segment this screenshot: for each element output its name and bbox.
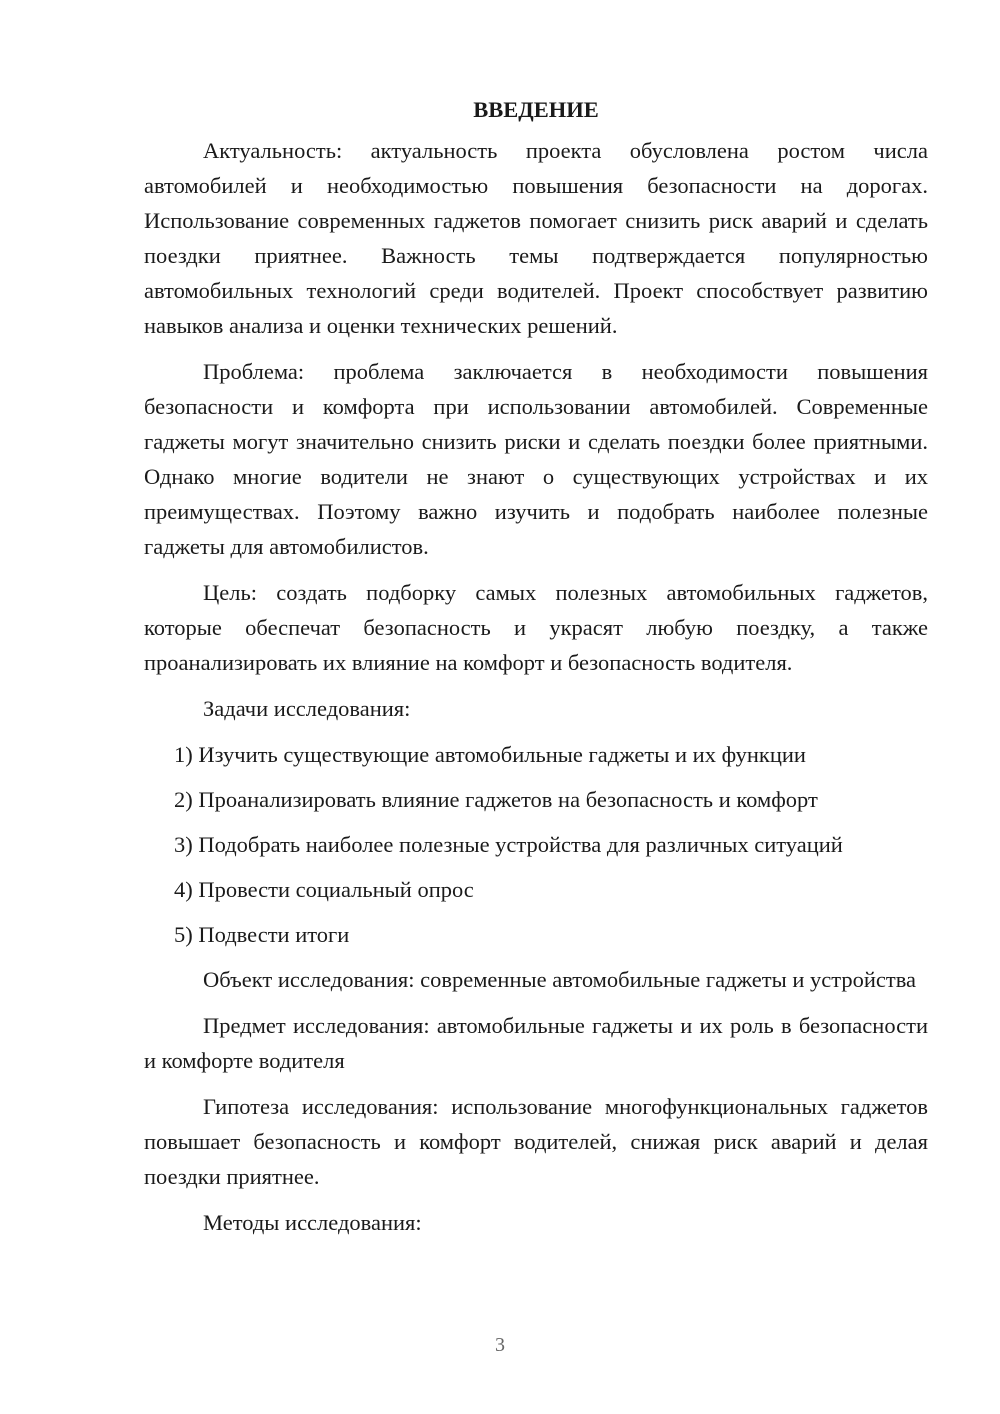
document-title: ВВЕДЕНИЕ: [473, 97, 599, 122]
tasks-list: [144, 737, 928, 952]
object-paragraph: Объект исследования: современные автомобильные гаджеты и устройства: [203, 967, 917, 992]
list-item: 5) Подвести итоги: [174, 922, 350, 947]
relevance-paragraph: Актуальность: актуальность проекта обусловлена ростом числа автомобилей и необходимостью повышения безопасности на дорогах. Использование современных гаджетов помогает снизить риск аварий и сделать поездки приятнее. Важность темы подтверждается популярностью автомобильных технологий среди водителей. Проект способствует развитию навыков анализа и оценки технических решений.: [144, 138, 928, 338]
document-page: [144, 92, 928, 1251]
goal-paragraph: Цель: создать подборку самых полезных автомобильных гаджетов, которые обеспечат безопасность и украсят любую поездку, а также проанализировать их влияние на комфорт и безопасность водителя.: [144, 580, 928, 675]
hypothesis-paragraph: Гипотеза исследования: использование многофункциональных гаджетов повышает безопасность и комфорт водителей, снижая риск аварий и делая поездки приятнее.: [144, 1094, 928, 1189]
problem-paragraph: Проблема: проблема заключается в необходимости повышения безопасности и комфорта при использовании автомобилей. Современные гаджеты могут значительно снизить риски и сделать поездки более приятными. Однако многие водители не знают о существующих устройствах и их преимуществах. Поэтому важно изучить и подобрать наиболее полезные гаджеты для автомобилистов.: [144, 359, 928, 559]
page-number: 3: [495, 1334, 505, 1356]
list-item: 4) Провести социальный опрос: [174, 877, 474, 902]
list-item: 2) Проанализировать влияние гаджетов на безопасность и комфорт: [174, 787, 818, 812]
list-item: 1) Изучить существующие автомобильные гаджеты и их функции: [174, 742, 806, 767]
list-item: 3) Подобрать наиболее полезные устройства для различных ситуаций: [174, 832, 843, 857]
methods-heading: Методы исследования:: [203, 1210, 422, 1235]
subject-paragraph: Предмет исследования: автомобильные гаджеты и их роль в безопасности и комфорте водителя: [144, 1013, 928, 1073]
tasks-heading: Задачи исследования:: [203, 696, 411, 721]
